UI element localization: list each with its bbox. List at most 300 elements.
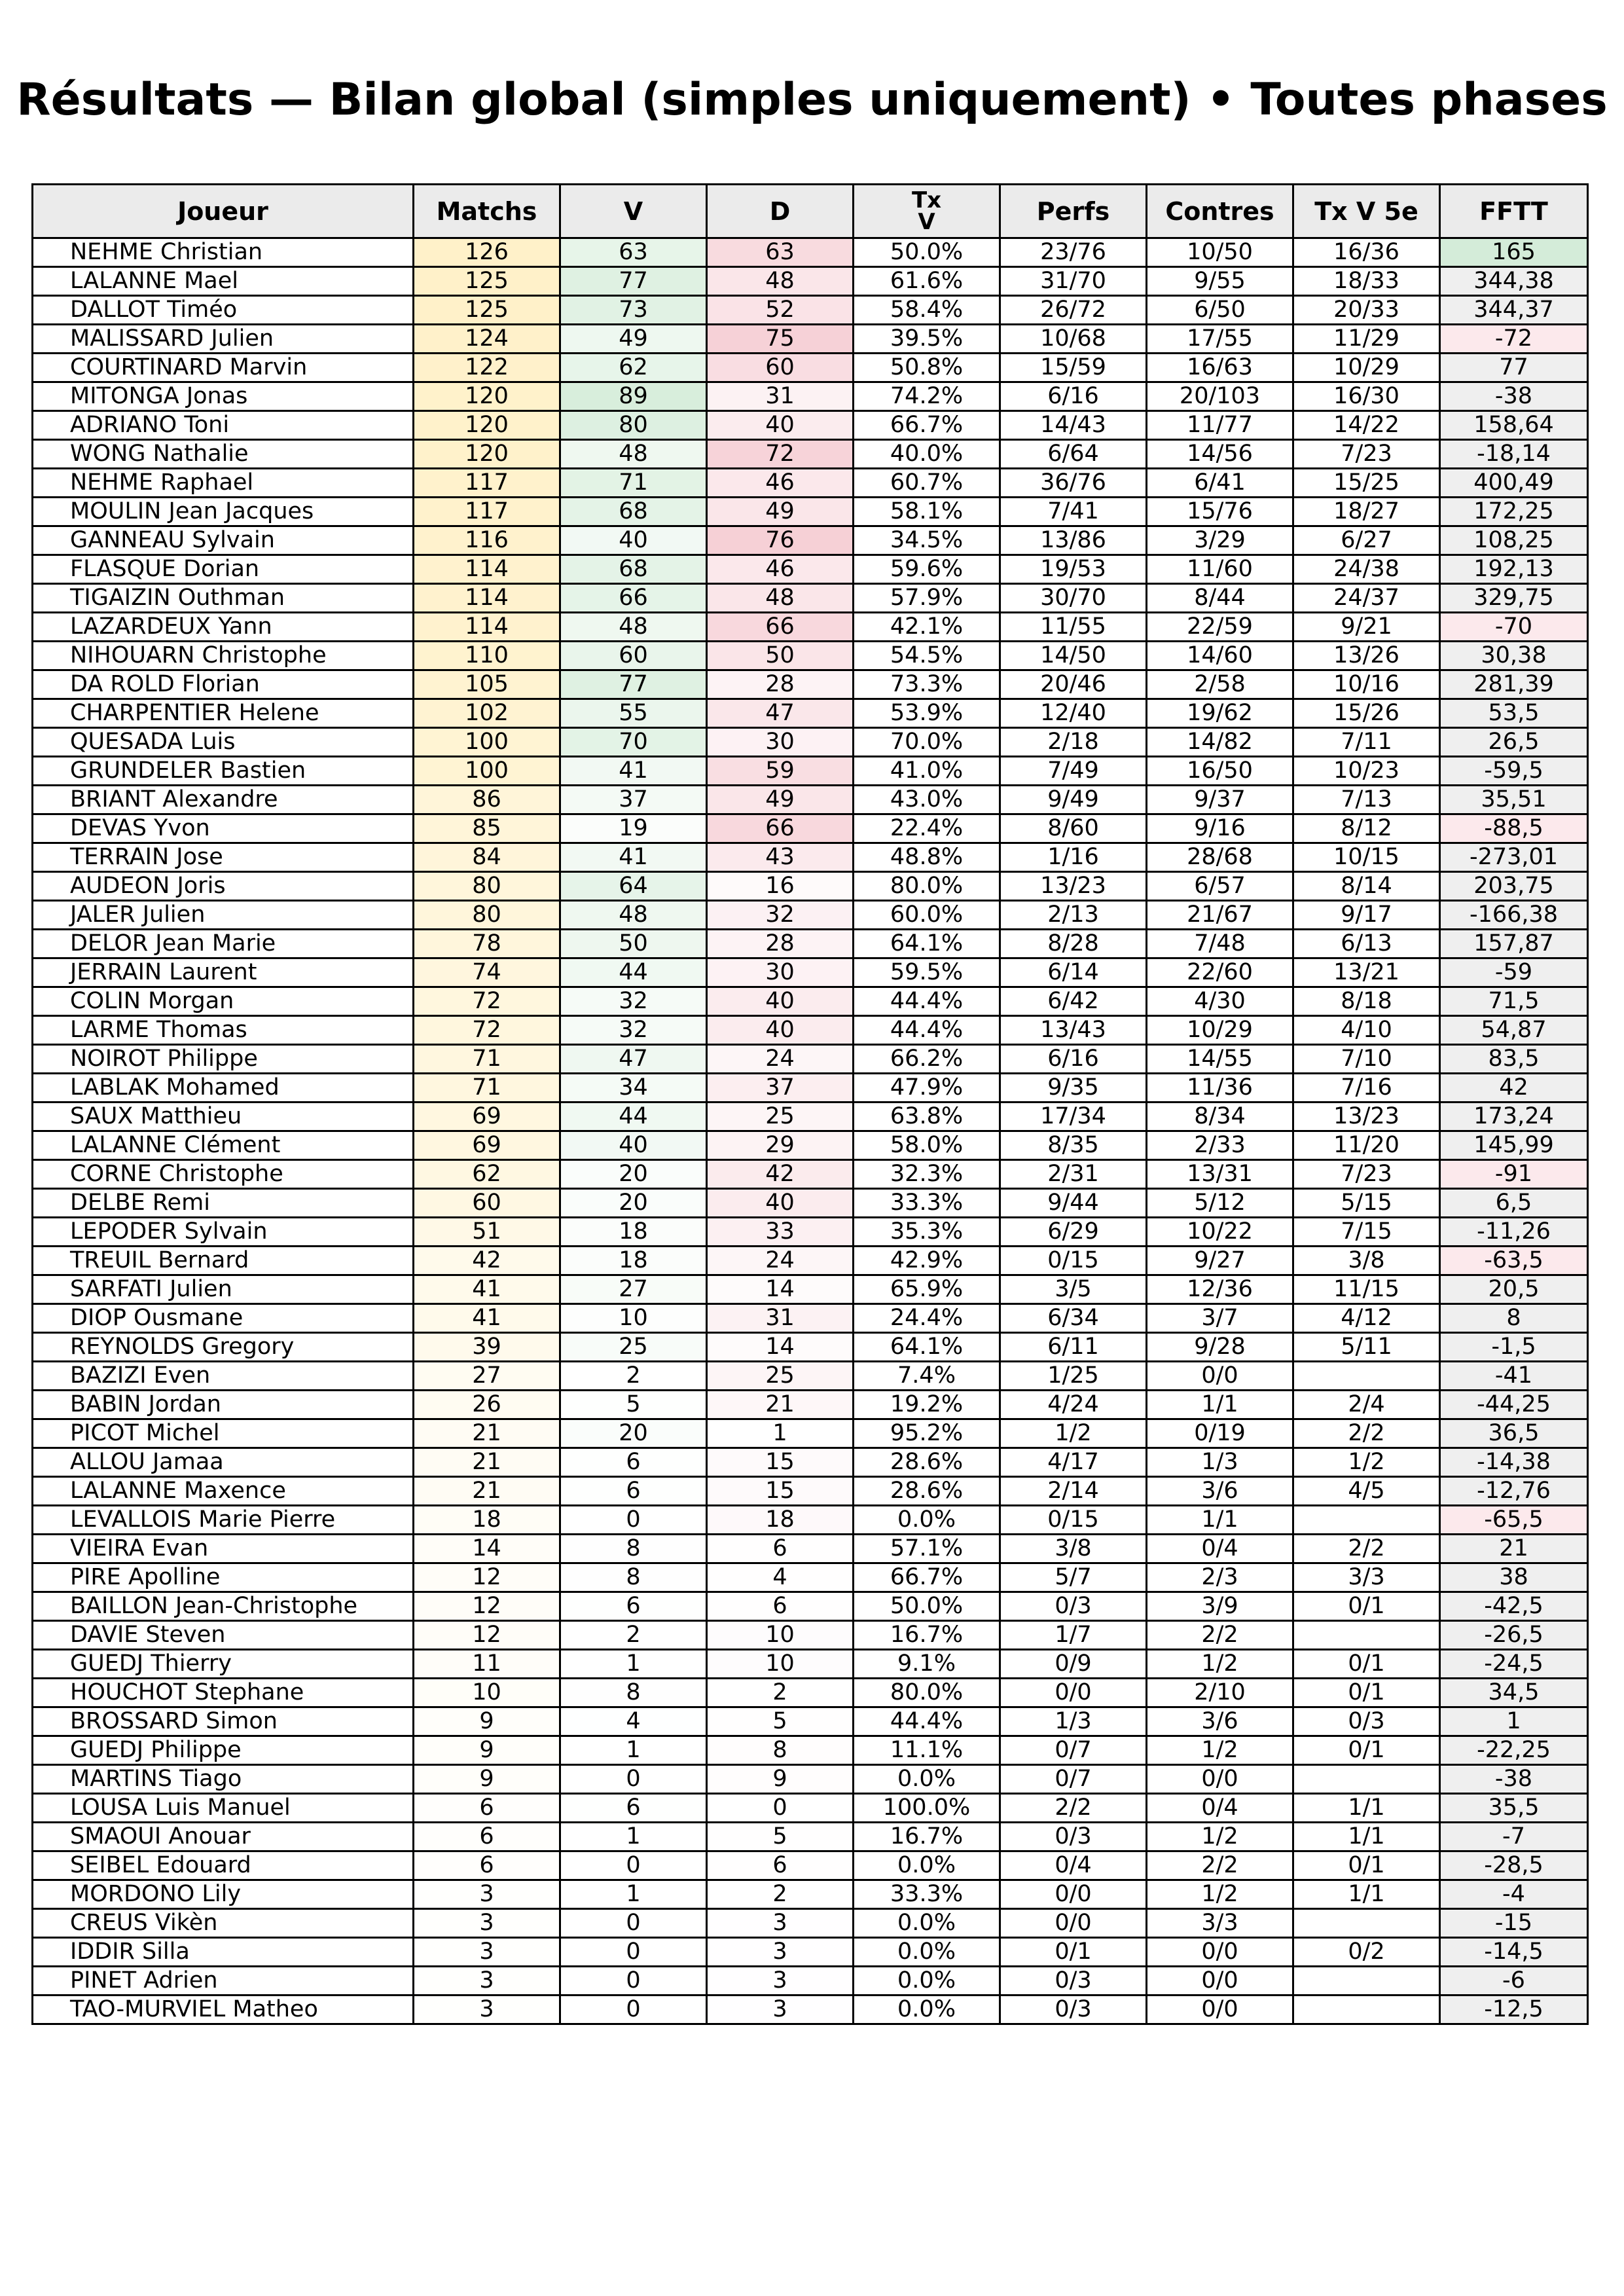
cell-defaites: 3 [707, 1995, 854, 2024]
cell-taux-victoire: 60.7% [854, 469, 1000, 498]
cell-fftt: -24,5 [1440, 1650, 1588, 1679]
results-table [31, 183, 1589, 2025]
cell-contres: 11/77 [1147, 411, 1293, 440]
table-row[interactable] [33, 498, 1588, 526]
cell-taux-victoire: 48.8% [854, 843, 1000, 872]
cell-fftt: 38 [1440, 1563, 1588, 1592]
cell-victoires: 25 [560, 1333, 707, 1362]
cell-joueur: MARTINS Tiago [33, 1765, 414, 1794]
table-row[interactable] [33, 1131, 1588, 1160]
cell-joueur: DALLOT Timéo [33, 296, 414, 325]
cell-taux-victoire-5e: 1/1 [1293, 1880, 1440, 1909]
table-row[interactable] [33, 901, 1588, 930]
cell-perfs: 26/72 [1000, 296, 1147, 325]
cell-taux-victoire-5e [1293, 1909, 1440, 1938]
cell-taux-victoire: 47.9% [854, 1074, 1000, 1102]
cell-taux-victoire: 19.2% [854, 1391, 1000, 1419]
cell-contres: 11/36 [1147, 1074, 1293, 1102]
cell-matchs: 6 [414, 1794, 560, 1823]
cell-victoires: 40 [560, 1131, 707, 1160]
cell-victoires: 1 [560, 1823, 707, 1851]
header-contres[interactable]: Contres [1147, 185, 1293, 238]
cell-victoires: 63 [560, 238, 707, 267]
cell-fftt: -22,25 [1440, 1736, 1588, 1765]
cell-joueur: GRUNDELER Bastien [33, 757, 414, 786]
cell-taux-victoire: 39.5% [854, 325, 1000, 354]
cell-victoires: 4 [560, 1707, 707, 1736]
cell-contres: 0/0 [1147, 1938, 1293, 1967]
cell-perfs: 4/24 [1000, 1391, 1147, 1419]
cell-taux-victoire: 65.9% [854, 1275, 1000, 1304]
cell-contres: 2/33 [1147, 1131, 1293, 1160]
cell-joueur: PIRE Apolline [33, 1563, 414, 1592]
table-header-row [33, 185, 1588, 238]
cell-matchs: 18 [414, 1506, 560, 1535]
header-fftt[interactable]: FFTT [1440, 185, 1588, 238]
table-row[interactable] [33, 1765, 1588, 1794]
table-row[interactable] [33, 238, 1588, 267]
cell-taux-victoire: 9.1% [854, 1650, 1000, 1679]
cell-victoires: 0 [560, 1938, 707, 1967]
cell-contres: 2/10 [1147, 1679, 1293, 1707]
cell-victoires: 70 [560, 728, 707, 757]
cell-joueur: LALANNE Mael [33, 267, 414, 296]
cell-fftt: -38 [1440, 382, 1588, 411]
table-body [33, 238, 1588, 2024]
cell-fftt: 36,5 [1440, 1419, 1588, 1448]
cell-matchs: 80 [414, 872, 560, 901]
cell-defaites: 3 [707, 1938, 854, 1967]
cell-joueur: ADRIANO Toni [33, 411, 414, 440]
table-row[interactable] [33, 843, 1588, 872]
table-row[interactable] [33, 1160, 1588, 1189]
table-row[interactable] [33, 1707, 1588, 1736]
cell-defaites: 5 [707, 1707, 854, 1736]
cell-victoires: 77 [560, 670, 707, 699]
cell-fftt: -26,5 [1440, 1621, 1588, 1650]
cell-perfs: 0/9 [1000, 1650, 1147, 1679]
cell-joueur: LAZARDEUX Yann [33, 613, 414, 642]
cell-fftt: 145,99 [1440, 1131, 1588, 1160]
cell-joueur: SARFATI Julien [33, 1275, 414, 1304]
cell-perfs: 6/29 [1000, 1218, 1147, 1247]
cell-fftt: -41 [1440, 1362, 1588, 1391]
cell-joueur: MALISSARD Julien [33, 325, 414, 354]
cell-defaites: 59 [707, 757, 854, 786]
cell-matchs: 110 [414, 642, 560, 670]
cell-taux-victoire: 66.2% [854, 1045, 1000, 1074]
header-victoires[interactable]: V [560, 185, 707, 238]
table-row[interactable] [33, 872, 1588, 901]
cell-fftt: 165 [1440, 238, 1588, 267]
cell-fftt: -18,14 [1440, 440, 1588, 469]
cell-taux-victoire-5e: 6/13 [1293, 930, 1440, 958]
cell-matchs: 85 [414, 814, 560, 843]
cell-joueur: LEVALLOIS Marie Pierre [33, 1506, 414, 1535]
table-row[interactable] [33, 670, 1588, 699]
cell-defaites: 6 [707, 1851, 854, 1880]
cell-defaites: 40 [707, 1189, 854, 1218]
cell-matchs: 71 [414, 1074, 560, 1102]
cell-fftt: -72 [1440, 325, 1588, 354]
table-row[interactable] [33, 699, 1588, 728]
cell-contres: 2/58 [1147, 670, 1293, 699]
cell-contres: 20/103 [1147, 382, 1293, 411]
table-row[interactable] [33, 1995, 1588, 2024]
cell-taux-victoire-5e: 1/1 [1293, 1823, 1440, 1851]
table-row[interactable] [33, 642, 1588, 670]
cell-taux-victoire-5e: 7/11 [1293, 728, 1440, 757]
header-defaites[interactable]: D [707, 185, 854, 238]
cell-taux-victoire-5e: 10/29 [1293, 354, 1440, 382]
table-row[interactable] [33, 1102, 1588, 1131]
cell-taux-victoire: 70.0% [854, 728, 1000, 757]
cell-fftt: 77 [1440, 354, 1588, 382]
cell-taux-victoire-5e: 0/1 [1293, 1592, 1440, 1621]
cell-joueur: CORNE Christophe [33, 1160, 414, 1189]
cell-fftt: -4 [1440, 1880, 1588, 1909]
cell-matchs: 116 [414, 526, 560, 555]
cell-matchs: 26 [414, 1391, 560, 1419]
cell-perfs: 10/68 [1000, 325, 1147, 354]
cell-joueur: CHARPENTIER Helene [33, 699, 414, 728]
table-row[interactable] [33, 1304, 1588, 1333]
cell-perfs: 0/4 [1000, 1851, 1147, 1880]
cell-contres: 10/29 [1147, 1016, 1293, 1045]
table-row[interactable] [33, 1563, 1588, 1592]
cell-contres: 3/6 [1147, 1477, 1293, 1506]
cell-contres: 3/9 [1147, 1592, 1293, 1621]
table-row[interactable] [33, 1679, 1588, 1707]
cell-perfs: 0/15 [1000, 1506, 1147, 1535]
cell-defaites: 8 [707, 1736, 854, 1765]
cell-defaites: 48 [707, 584, 854, 613]
table-row[interactable] [33, 1362, 1588, 1391]
cell-joueur: NIHOUARN Christophe [33, 642, 414, 670]
cell-contres: 14/82 [1147, 728, 1293, 757]
cell-fftt: 329,75 [1440, 584, 1588, 613]
cell-taux-victoire: 43.0% [854, 786, 1000, 814]
table-row[interactable] [33, 296, 1588, 325]
table-row[interactable] [33, 1477, 1588, 1506]
cell-perfs: 0/3 [1000, 1823, 1147, 1851]
cell-perfs: 19/53 [1000, 555, 1147, 584]
cell-perfs: 7/49 [1000, 757, 1147, 786]
cell-taux-victoire: 66.7% [854, 1563, 1000, 1592]
cell-joueur: BROSSARD Simon [33, 1707, 414, 1736]
header-taux-victoire[interactable]: Tx V [854, 185, 1000, 238]
cell-defaites: 72 [707, 440, 854, 469]
cell-contres: 16/50 [1147, 757, 1293, 786]
cell-perfs: 9/44 [1000, 1189, 1147, 1218]
cell-contres: 11/60 [1147, 555, 1293, 584]
cell-joueur: PICOT Michel [33, 1419, 414, 1448]
table-row[interactable] [33, 1016, 1588, 1045]
cell-matchs: 21 [414, 1419, 560, 1448]
cell-defaites: 31 [707, 382, 854, 411]
table-row[interactable] [33, 958, 1588, 987]
table-row[interactable] [33, 1074, 1588, 1102]
cell-victoires: 71 [560, 469, 707, 498]
cell-victoires: 40 [560, 526, 707, 555]
cell-joueur: MITONGA Jonas [33, 382, 414, 411]
cell-victoires: 6 [560, 1477, 707, 1506]
cell-victoires: 6 [560, 1448, 707, 1477]
cell-taux-victoire-5e: 13/21 [1293, 958, 1440, 987]
cell-victoires: 5 [560, 1391, 707, 1419]
cell-fftt: 192,13 [1440, 555, 1588, 584]
cell-fftt: -14,5 [1440, 1938, 1588, 1967]
cell-perfs: 5/7 [1000, 1563, 1147, 1592]
cell-taux-victoire-5e: 7/23 [1293, 1160, 1440, 1189]
cell-victoires: 8 [560, 1563, 707, 1592]
cell-matchs: 41 [414, 1275, 560, 1304]
cell-taux-victoire: 61.6% [854, 267, 1000, 296]
table-row[interactable] [33, 584, 1588, 613]
table-row[interactable] [33, 1333, 1588, 1362]
cell-defaites: 10 [707, 1621, 854, 1650]
cell-perfs: 2/31 [1000, 1160, 1147, 1189]
cell-defaites: 42 [707, 1160, 854, 1189]
cell-fftt: -91 [1440, 1160, 1588, 1189]
cell-taux-victoire: 33.3% [854, 1880, 1000, 1909]
cell-joueur: NOIROT Philippe [33, 1045, 414, 1074]
cell-taux-victoire-5e: 8/14 [1293, 872, 1440, 901]
cell-defaites: 3 [707, 1967, 854, 1995]
cell-matchs: 102 [414, 699, 560, 728]
cell-defaites: 4 [707, 1563, 854, 1592]
cell-taux-victoire: 100.0% [854, 1794, 1000, 1823]
cell-fftt: -11,26 [1440, 1218, 1588, 1247]
cell-victoires: 32 [560, 987, 707, 1016]
table-row[interactable] [33, 267, 1588, 296]
cell-matchs: 105 [414, 670, 560, 699]
table-row[interactable] [33, 354, 1588, 382]
cell-matchs: 6 [414, 1851, 560, 1880]
cell-contres: 3/3 [1147, 1909, 1293, 1938]
cell-matchs: 100 [414, 728, 560, 757]
table-row[interactable] [33, 1909, 1588, 1938]
cell-taux-victoire: 73.3% [854, 670, 1000, 699]
cell-defaites: 47 [707, 699, 854, 728]
cell-perfs: 0/1 [1000, 1938, 1147, 1967]
cell-matchs: 72 [414, 987, 560, 1016]
cell-taux-victoire-5e: 7/15 [1293, 1218, 1440, 1247]
table-row[interactable] [33, 1218, 1588, 1247]
cell-victoires: 41 [560, 757, 707, 786]
cell-perfs: 7/41 [1000, 498, 1147, 526]
cell-joueur: ALLOU Jamaa [33, 1448, 414, 1477]
cell-defaites: 18 [707, 1506, 854, 1535]
cell-defaites: 66 [707, 613, 854, 642]
cell-contres: 22/60 [1147, 958, 1293, 987]
table-row[interactable] [33, 1736, 1588, 1765]
cell-fftt: -6 [1440, 1967, 1588, 1995]
cell-taux-victoire: 0.0% [854, 1909, 1000, 1938]
cell-joueur: CREUS Vikèn [33, 1909, 414, 1938]
cell-victoires: 48 [560, 613, 707, 642]
cell-taux-victoire: 59.5% [854, 958, 1000, 987]
cell-taux-victoire-5e: 15/25 [1293, 469, 1440, 498]
cell-joueur: LALANNE Maxence [33, 1477, 414, 1506]
cell-matchs: 74 [414, 958, 560, 987]
table-row[interactable] [33, 1275, 1588, 1304]
cell-fftt: -273,01 [1440, 843, 1588, 872]
table-row[interactable] [33, 1045, 1588, 1074]
table-row[interactable] [33, 613, 1588, 642]
cell-perfs: 14/50 [1000, 642, 1147, 670]
cell-taux-victoire: 16.7% [854, 1823, 1000, 1851]
cell-taux-victoire: 0.0% [854, 1506, 1000, 1535]
cell-fftt: 30,38 [1440, 642, 1588, 670]
cell-contres: 3/6 [1147, 1707, 1293, 1736]
cell-matchs: 21 [414, 1448, 560, 1477]
cell-perfs: 8/35 [1000, 1131, 1147, 1160]
cell-taux-victoire-5e: 6/27 [1293, 526, 1440, 555]
table-row[interactable] [33, 728, 1588, 757]
table-row[interactable] [33, 1419, 1588, 1448]
table-row[interactable] [33, 526, 1588, 555]
cell-joueur: COURTINARD Marvin [33, 354, 414, 382]
cell-joueur: VIEIRA Evan [33, 1535, 414, 1563]
cell-perfs: 14/43 [1000, 411, 1147, 440]
header-matchs[interactable]: Matchs [414, 185, 560, 238]
table-row[interactable] [33, 382, 1588, 411]
cell-perfs: 6/14 [1000, 958, 1147, 987]
cell-taux-victoire-5e: 10/23 [1293, 757, 1440, 786]
cell-victoires: 68 [560, 498, 707, 526]
cell-fftt: 172,25 [1440, 498, 1588, 526]
cell-contres: 22/59 [1147, 613, 1293, 642]
table-row[interactable] [33, 1650, 1588, 1679]
cell-taux-victoire-5e: 14/22 [1293, 411, 1440, 440]
cell-perfs: 6/16 [1000, 382, 1147, 411]
table-row[interactable] [33, 469, 1588, 498]
cell-contres: 9/37 [1147, 786, 1293, 814]
cell-joueur: DEVAS Yvon [33, 814, 414, 843]
cell-taux-victoire: 63.8% [854, 1102, 1000, 1131]
table-row[interactable] [33, 555, 1588, 584]
cell-fftt: 42 [1440, 1074, 1588, 1102]
table-row[interactable] [33, 440, 1588, 469]
cell-perfs: 31/70 [1000, 267, 1147, 296]
cell-contres: 2/2 [1147, 1851, 1293, 1880]
cell-taux-victoire: 7.4% [854, 1362, 1000, 1391]
table-row[interactable] [33, 1506, 1588, 1535]
cell-victoires: 20 [560, 1419, 707, 1448]
cell-joueur: AUDEON Joris [33, 872, 414, 901]
cell-defaites: 9 [707, 1765, 854, 1794]
cell-perfs: 2/14 [1000, 1477, 1147, 1506]
table-row[interactable] [33, 1967, 1588, 1995]
cell-contres: 3/7 [1147, 1304, 1293, 1333]
table-row[interactable] [33, 930, 1588, 958]
cell-victoires: 27 [560, 1275, 707, 1304]
cell-fftt: -7 [1440, 1823, 1588, 1851]
table-row[interactable] [33, 1592, 1588, 1621]
cell-matchs: 12 [414, 1621, 560, 1650]
table-row[interactable] [33, 1621, 1588, 1650]
cell-perfs: 20/46 [1000, 670, 1147, 699]
table-row[interactable] [33, 1535, 1588, 1563]
cell-contres: 14/60 [1147, 642, 1293, 670]
header-joueur[interactable]: Joueur [33, 185, 414, 238]
cell-fftt: 54,87 [1440, 1016, 1588, 1045]
cell-perfs: 17/34 [1000, 1102, 1147, 1131]
cell-perfs: 8/28 [1000, 930, 1147, 958]
table-row[interactable] [33, 1391, 1588, 1419]
cell-matchs: 80 [414, 901, 560, 930]
cell-taux-victoire: 0.0% [854, 1995, 1000, 2024]
cell-defaites: 15 [707, 1477, 854, 1506]
cell-defaites: 1 [707, 1419, 854, 1448]
cell-perfs: 6/42 [1000, 987, 1147, 1016]
cell-joueur: MOULIN Jean Jacques [33, 498, 414, 526]
cell-victoires: 10 [560, 1304, 707, 1333]
cell-victoires: 20 [560, 1189, 707, 1218]
table-row[interactable] [33, 987, 1588, 1016]
cell-taux-victoire-5e: 18/27 [1293, 498, 1440, 526]
cell-defaites: 16 [707, 872, 854, 901]
header-taux-victoire-5e[interactable]: Tx V 5e [1293, 185, 1440, 238]
cell-defaites: 46 [707, 555, 854, 584]
cell-taux-victoire: 34.5% [854, 526, 1000, 555]
cell-defaites: 21 [707, 1391, 854, 1419]
table-row[interactable] [33, 757, 1588, 786]
table-row[interactable] [33, 1247, 1588, 1275]
cell-defaites: 49 [707, 786, 854, 814]
table-row[interactable] [33, 325, 1588, 354]
cell-taux-victoire: 59.6% [854, 555, 1000, 584]
table-row[interactable] [33, 1938, 1588, 1967]
cell-fftt: -59 [1440, 958, 1588, 987]
table-row[interactable] [33, 1794, 1588, 1823]
cell-victoires: 60 [560, 642, 707, 670]
cell-taux-victoire-5e: 5/11 [1293, 1333, 1440, 1362]
table-row[interactable] [33, 1823, 1588, 1851]
cell-taux-victoire: 74.2% [854, 382, 1000, 411]
cell-defaites: 28 [707, 930, 854, 958]
cell-joueur: COLIN Morgan [33, 987, 414, 1016]
cell-matchs: 114 [414, 613, 560, 642]
table-row[interactable] [33, 411, 1588, 440]
cell-taux-victoire-5e: 0/1 [1293, 1851, 1440, 1880]
cell-matchs: 9 [414, 1707, 560, 1736]
cell-fftt: 1 [1440, 1707, 1588, 1736]
table-row[interactable] [33, 1448, 1588, 1477]
cell-perfs: 1/7 [1000, 1621, 1147, 1650]
cell-taux-victoire: 58.1% [854, 498, 1000, 526]
table-row[interactable] [33, 1851, 1588, 1880]
cell-taux-victoire: 44.4% [854, 987, 1000, 1016]
header-perfs[interactable]: Perfs [1000, 185, 1147, 238]
cell-perfs: 0/3 [1000, 1967, 1147, 1995]
cell-perfs: 12/40 [1000, 699, 1147, 728]
cell-defaites: 29 [707, 1131, 854, 1160]
cell-taux-victoire-5e: 16/36 [1293, 238, 1440, 267]
cell-taux-victoire-5e [1293, 1362, 1440, 1391]
cell-taux-victoire-5e: 7/23 [1293, 440, 1440, 469]
cell-matchs: 120 [414, 382, 560, 411]
cell-matchs: 86 [414, 786, 560, 814]
table-row[interactable] [33, 1189, 1588, 1218]
cell-matchs: 3 [414, 1880, 560, 1909]
cell-victoires: 1 [560, 1880, 707, 1909]
table-row[interactable] [33, 814, 1588, 843]
table-row[interactable] [33, 1880, 1588, 1909]
table-row[interactable] [33, 786, 1588, 814]
cell-victoires: 2 [560, 1621, 707, 1650]
